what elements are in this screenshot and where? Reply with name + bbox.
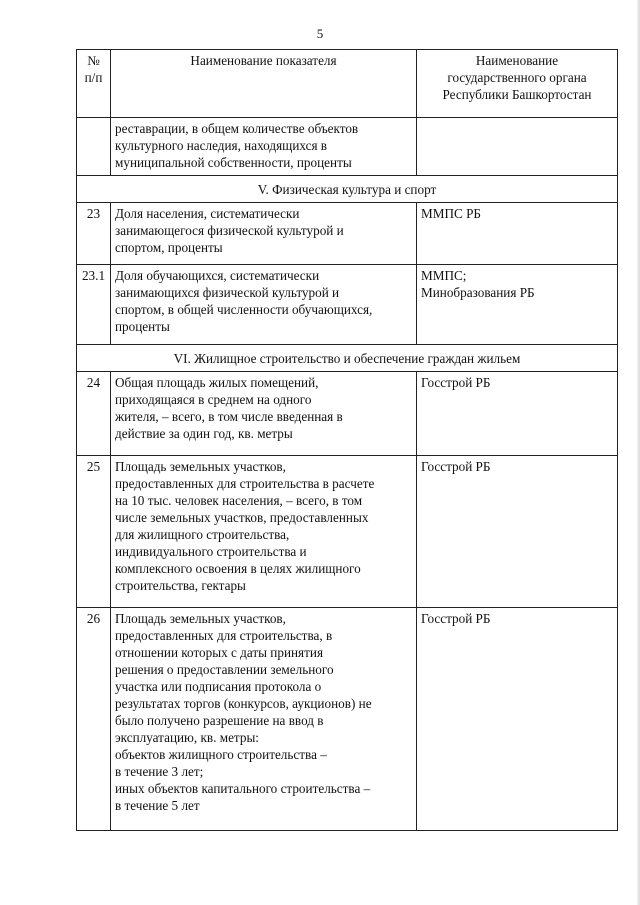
table-row-24 xyxy=(77,372,618,456)
column-header-number xyxy=(77,50,111,118)
indicator-line: реставрации, в общем количестве объектов xyxy=(115,121,359,136)
indicator-line: эксплуатацию, кв. метры: xyxy=(115,730,259,745)
organ-cell xyxy=(417,118,618,176)
indicator-line: участка или подписания протокола о xyxy=(115,679,322,694)
indicator-line: числе земельных участков, предоставленных xyxy=(115,510,369,525)
section-title: V. Физическая культура и спорт xyxy=(77,176,618,203)
table-row-23 xyxy=(77,203,618,265)
indicator-line: спортом, в общей численности обучающихся, xyxy=(115,302,373,317)
organ-line: ММПС; xyxy=(421,268,467,283)
indicator-cell xyxy=(111,118,417,176)
indicator-cell xyxy=(111,265,417,345)
indicator-line: объектов жилищного строительства – xyxy=(115,747,327,762)
indicator-line: в течение 5 лет xyxy=(115,798,200,813)
indicator-line: предоставленных для строительства в расчете xyxy=(115,476,375,491)
organ-cell xyxy=(417,265,618,345)
section-title: VI. Жилищное строительство и обеспечение граждан жильем xyxy=(77,345,618,372)
row-number-cell: 25 xyxy=(77,456,111,608)
row-number-cell: 24 xyxy=(77,372,111,456)
indicator-line: было получено разрешение на ввод в xyxy=(115,713,324,728)
organ-cell xyxy=(417,456,618,608)
indicator-line: для жилищного строительства, xyxy=(115,527,290,542)
indicator-line: проценты xyxy=(115,319,170,334)
row-number-cell: 26 xyxy=(77,608,111,831)
indicator-line: на 10 тыс. человек населения, – всего, в том xyxy=(115,493,363,508)
indicator-line: результатах торгов (конкурсов, аукционов) не xyxy=(115,696,372,711)
column-header-organ xyxy=(417,50,618,118)
indicator-line: спортом, проценты xyxy=(115,240,223,255)
indicator-line: Доля обучающихся, систематически xyxy=(115,268,320,283)
indicator-line: занимающегося физической культурой и xyxy=(115,223,344,238)
indicator-line: комплексного освоения в целях жилищного xyxy=(115,561,361,576)
indicator-line: предоставленных для строительства, в xyxy=(115,628,333,643)
header-num-symbol: № xyxy=(87,53,100,68)
organ-line: ММПС РБ xyxy=(421,206,481,221)
organ-line: Минобразования РБ xyxy=(421,285,535,300)
header-organ-line: государственного органа xyxy=(447,70,587,85)
indicator-cell xyxy=(111,372,417,456)
indicator-line: решения о предоставлении земельного xyxy=(115,662,334,677)
organ-line: Госстрой РБ xyxy=(421,611,491,626)
indicator-line: Площадь земельных участков, xyxy=(115,611,286,626)
organ-cell xyxy=(417,372,618,456)
header-num-abbr: п/п xyxy=(84,70,103,85)
indicator-line: Площадь земельных участков, xyxy=(115,459,286,474)
indicators-table xyxy=(76,49,618,831)
indicator-cell xyxy=(111,456,417,608)
section-row-6 xyxy=(77,345,618,372)
indicator-line: приходящаяся в среднем на одного xyxy=(115,392,312,407)
indicator-line: действие за один год, кв. метры xyxy=(115,426,293,441)
indicator-line: Общая площадь жилых помещений, xyxy=(115,375,319,390)
table-row-26 xyxy=(77,608,618,831)
indicator-line: занимающихся физической культурой и xyxy=(115,285,340,300)
column-header-indicator: Наименование показателя xyxy=(111,50,417,118)
indicator-cell xyxy=(111,203,417,265)
header-organ-line: Наименование xyxy=(475,53,559,68)
indicator-line: иных объектов капитального строительства – xyxy=(115,781,371,796)
table-row-25 xyxy=(77,456,618,608)
indicator-line: отношении которых с даты принятия xyxy=(115,645,324,660)
indicator-line: жителя, – всего, в том числе введенная в xyxy=(115,409,343,424)
table-row-continuation xyxy=(77,118,618,176)
table-row-23-1 xyxy=(77,265,618,345)
indicator-line: в течение 3 лет; xyxy=(115,764,204,779)
organ-cell xyxy=(417,608,618,831)
header-organ-line: Республики Башкортостан xyxy=(442,87,592,102)
indicator-line: строительства, гектары xyxy=(115,578,246,593)
row-number-cell xyxy=(77,118,111,176)
row-number-cell: 23.1 xyxy=(77,265,111,345)
indicator-cell xyxy=(111,608,417,831)
indicator-line: Доля населения, систематически xyxy=(115,206,300,221)
table-header-row xyxy=(77,50,618,118)
indicator-line: индивидуального строительства и xyxy=(115,544,307,559)
row-number-cell: 23 xyxy=(77,203,111,265)
organ-line: Госстрой РБ xyxy=(421,375,491,390)
indicator-line: культурного наследия, находящихся в xyxy=(115,138,328,153)
organ-cell xyxy=(417,203,618,265)
organ-line: Госстрой РБ xyxy=(421,459,491,474)
page-number: 5 xyxy=(316,26,324,41)
indicator-line: муниципальной собственности, проценты xyxy=(115,155,352,170)
section-row-5 xyxy=(77,176,618,203)
